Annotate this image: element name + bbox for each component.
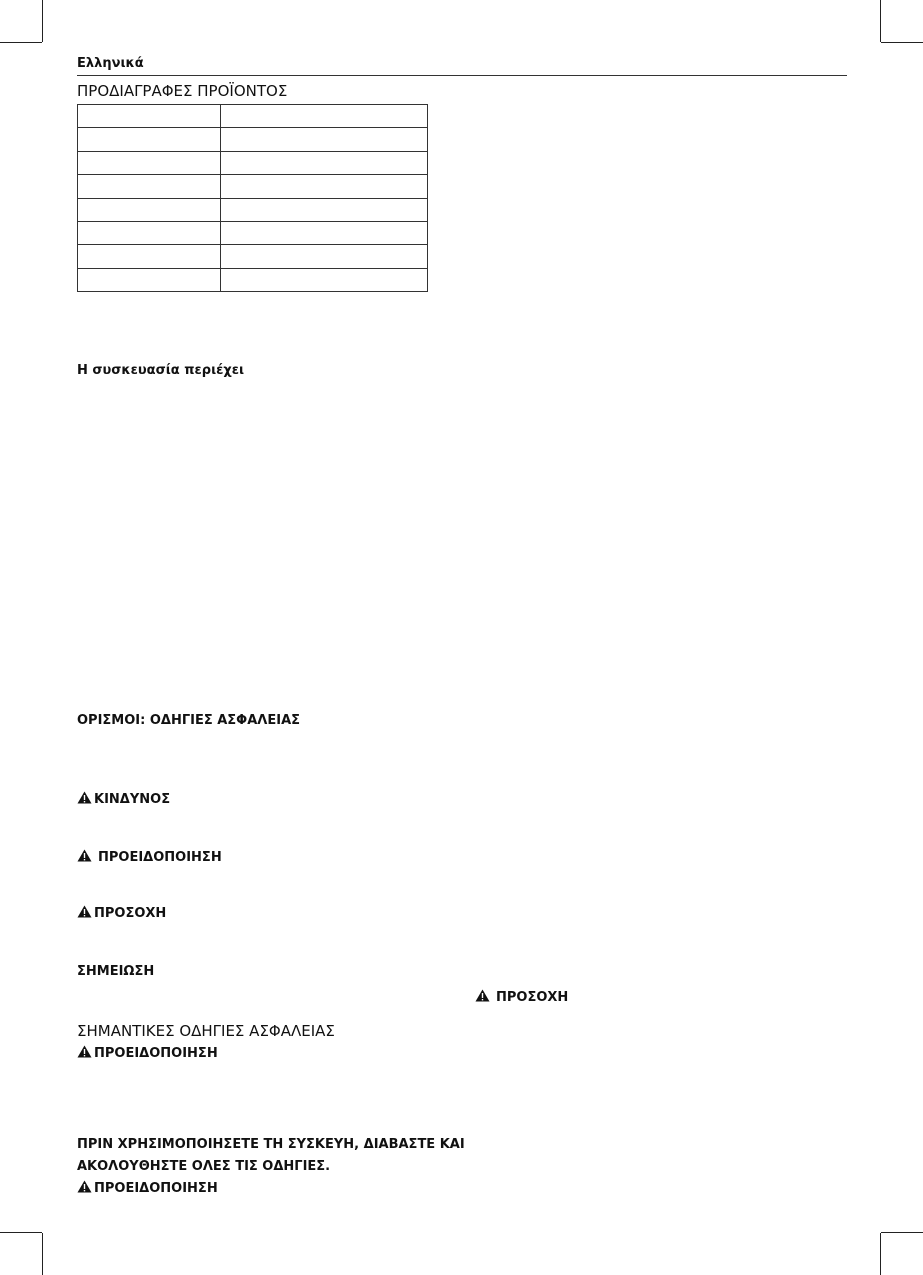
- warning-triangle-icon: [77, 791, 92, 804]
- table-row: [78, 198, 428, 221]
- crop-mark: [42, 0, 43, 42]
- danger-label: [77, 791, 170, 807]
- read-instructions-line2: ΑΚΟΛΟΥΘΗΣΤΕ ΟΛΕΣ ΤΙΣ ΟΔΗΓΙΕΣ.: [77, 1159, 331, 1174]
- spec-label: [78, 175, 221, 198]
- spec-value: [221, 105, 428, 128]
- spec-label: [78, 128, 221, 151]
- important-heading: ΣΗΜΑΝΤΙΚΕΣ ΟΔΗΓΙΕΣ ΑΣΦΑΛΕΙΑΣ: [77, 1022, 335, 1040]
- crop-mark: [880, 0, 881, 42]
- right-caution-text: ΠΡΟΣΟΧΗ: [496, 990, 569, 1005]
- danger-text: ΚΙΝΔΥΝΟΣ: [94, 792, 171, 807]
- warning-triangle-icon: [475, 989, 490, 1002]
- crop-mark: [881, 1232, 923, 1233]
- caution-text: ΠΡΟΣΟΧΗ: [94, 906, 167, 921]
- spec-value: [221, 268, 428, 291]
- right-caution-label: [475, 989, 568, 1005]
- table-row: [78, 245, 428, 268]
- table-row: [78, 175, 428, 198]
- spec-label: [78, 151, 221, 174]
- important-warning-2: [77, 1180, 218, 1196]
- spec-label: [78, 221, 221, 244]
- table-row: [78, 221, 428, 244]
- warning-triangle-icon: [77, 849, 92, 862]
- spec-value: [221, 245, 428, 268]
- spec-label: [78, 198, 221, 221]
- important-warning-1: [77, 1045, 218, 1061]
- important-warning-2-text: ΠΡΟΕΙΔΟΠΟΙΗΣΗ: [94, 1181, 218, 1196]
- package-heading: Η συσκευασία περιέχει: [77, 363, 245, 378]
- spec-label: [78, 105, 221, 128]
- crop-mark: [881, 42, 923, 43]
- warning-triangle-icon: [77, 1045, 92, 1058]
- table-row: [78, 151, 428, 174]
- table-row: [78, 105, 428, 128]
- crop-mark: [0, 42, 42, 43]
- table-row: [78, 128, 428, 151]
- specs-table: [77, 104, 428, 292]
- crop-mark: [42, 1233, 43, 1275]
- spec-value: [221, 198, 428, 221]
- definitions-heading: ΟΡΙΣΜΟΙ: ΟΔΗΓΙΕΣ ΑΣΦΑΛΕΙΑΣ: [77, 713, 301, 728]
- spec-value: [221, 128, 428, 151]
- read-instructions-line1: ΠΡΙΝ ΧΡΗΣΙΜΟΠΟΙΗΣΕΤΕ ΤΗ ΣΥΣΚΕΥΗ, ΔΙΑΒΑΣΤΕ ΚΑΙ: [77, 1137, 465, 1152]
- crop-mark: [880, 1233, 881, 1275]
- warning-triangle-icon: [77, 1180, 92, 1193]
- spec-label: [78, 268, 221, 291]
- warning-text: ΠΡΟΕΙΔΟΠΟΙΗΣΗ: [98, 850, 222, 865]
- table-row: [78, 268, 428, 291]
- note-label: ΣΗΜΕΙΩΣΗ: [77, 964, 155, 979]
- important-warning-1-text: ΠΡΟΕΙΔΟΠΟΙΗΣΗ: [94, 1046, 218, 1061]
- spec-value: [221, 221, 428, 244]
- spec-value: [221, 175, 428, 198]
- spec-value: [221, 151, 428, 174]
- spec-label: [78, 245, 221, 268]
- language-label: Ελληνικά: [77, 56, 144, 71]
- warning-triangle-icon: [77, 905, 92, 918]
- crop-mark: [0, 1232, 42, 1233]
- header-rule: [77, 75, 847, 76]
- warning-label: [77, 849, 222, 865]
- caution-label: [77, 905, 166, 921]
- specs-title: ΠΡΟΔΙΑΓΡΑΦΕΣ ΠΡΟΪΟΝΤΟΣ: [77, 82, 288, 100]
